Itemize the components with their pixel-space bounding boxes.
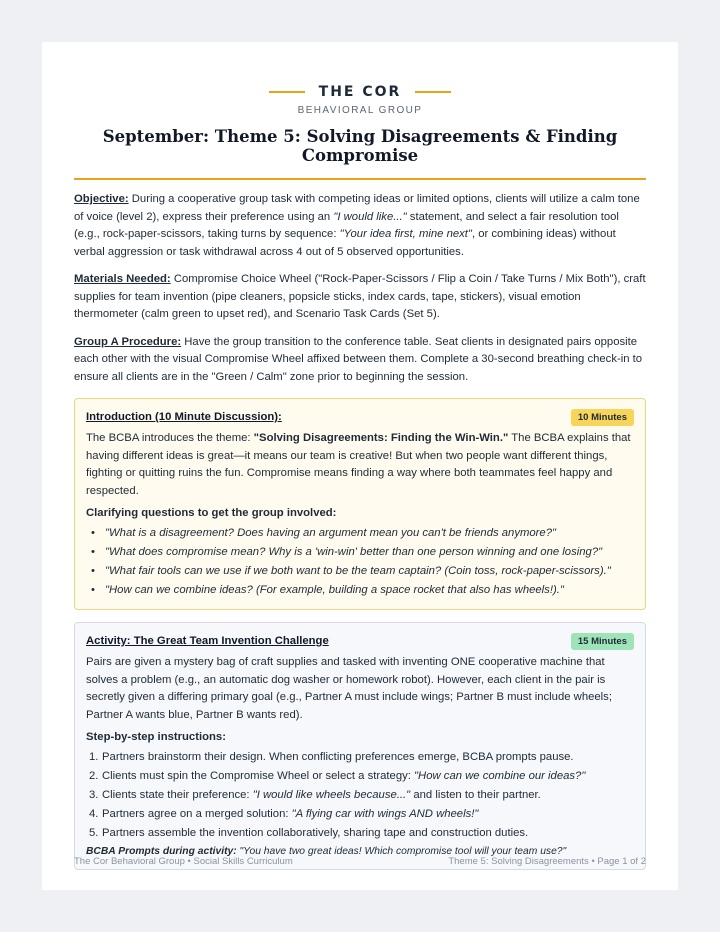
introduction-title: Introduction (10 Minute Discussion): (86, 411, 282, 423)
prompt-label: BCBA Prompts during activity: (86, 846, 237, 857)
list-item: • "What does compromise mean? Why is a 'win-win' better than one person winning and one losing?" (86, 543, 634, 562)
list-item (86, 786, 634, 805)
questions-list (86, 524, 634, 600)
duration-badge: 10 Minutes (571, 409, 634, 426)
document-title: September: Theme 5: Solving Disagreements & Finding Compromise (102, 127, 618, 165)
intro-text-1: The BCBA introduces the theme: (86, 432, 254, 444)
intro-text-2: The BCBA explains that having different ideas is great—it means our team is creative! But when two people want different things, fighting or quitting ruins the fun. Compromise means finding a way where both teammates feel happy and respected. (86, 432, 631, 497)
procedure-paragraph (74, 334, 646, 387)
brand-name: THE COR (318, 84, 402, 100)
introduction-text (86, 430, 634, 500)
objective-text-2: statement, and select a fair resolution tool (e.g., rock-paper-scissors, taking turns by sequence: (74, 210, 619, 240)
list-item: • "What fair tools can we use if we both want to be the team captain? (Coin toss, rock-paper-scissors)." (86, 562, 634, 581)
step-text: Partners brainstorm their design. When conflicting preferences emerge, BCBA prompts pause. (102, 751, 574, 763)
duration-badge: 15 Minutes (571, 633, 634, 650)
brand-rule-right (415, 91, 451, 93)
questions-heading: Clarifying questions to get the group involved: (86, 507, 337, 519)
step-text-after: and listen to their partner. (410, 789, 541, 801)
step-number: 2. (89, 770, 99, 782)
list-item: • "How can we combine ideas? (For example, building a space rocket that also has wheels!)." (86, 581, 634, 600)
objective-label: Objective: (74, 193, 129, 205)
step-number: 1. (89, 751, 99, 763)
materials-label: Materials Needed: (74, 273, 171, 285)
page-content (74, 82, 646, 870)
activity-header (86, 632, 634, 650)
step-quote: "A flying car with wings AND wheels!" (291, 808, 479, 820)
procedure-label: Group A Procedure: (74, 335, 182, 348)
prompt-text: "You have two great ideas! Which compromise tool will your team use?" (236, 846, 567, 857)
materials-paragraph (74, 271, 646, 324)
list-item (86, 824, 634, 843)
intro-theme-name: "Solving Disagreements: Finding the Win-Win." (253, 432, 509, 444)
footer-left: The Cor Behavioral Group • Social Skills Curriculum (74, 856, 293, 867)
materials-text: Compromise Choice Wheel ("Rock-Paper-Scissors / Flip a Coin / Take Turns / Mix Both"), craft supplies for team invention (pipe cleaners, popsicle sticks, index cards, tape, stickers), visual emotion thermometer (calm green to upset red), and Scenario Task Cards (Set 5). (74, 273, 646, 320)
list-item (86, 748, 634, 767)
list-item: • "What is a disagreement? Does having an argument mean you can't be friends anymore?" (86, 524, 634, 543)
title-divider (74, 178, 646, 180)
step-quote: "How can we combine our ideas?" (414, 770, 586, 782)
page-footer (74, 856, 646, 867)
step-number: 5. (89, 827, 99, 839)
procedure-text: Have the group transition to the conference table. Seat clients in designated pairs opposite each other with the visual Compromise Wheel affixed between them. Complete a 30-second breathing check-in to ensure all clients are in the "Green / Calm" zone prior to beginning the session. (74, 335, 643, 383)
objective-italic-1: "I would like..." (333, 210, 407, 223)
footer-right: Theme 5: Solving Disagreements • Page 1 of 2 (448, 856, 646, 867)
objective-paragraph (74, 191, 646, 261)
step-text: Clients must spin the Compromise Wheel or select a strategy: (102, 770, 415, 782)
brand-rule-left (269, 91, 305, 93)
list-item (86, 767, 634, 786)
activity-text: Pairs are given a mystery bag of craft supplies and tasked with inventing ONE cooperative machine that solves a problem (e.g., an automatic dog washer or homework robot). However, each client in the pair is secretly given a differing primary goal (e.g., Partner A must include wings; Partner B must include wheels; Partner A wants blue, Partner B wants red). (86, 656, 612, 721)
step-text: Partners agree on a merged solution: (102, 808, 292, 820)
brand-subtitle: BEHAVIORAL GROUP (297, 105, 423, 116)
list-item (86, 805, 634, 824)
step-number: 3. (89, 789, 99, 801)
document-page (42, 42, 678, 890)
steps-heading: Step-by-step instructions: (86, 731, 226, 743)
introduction-header (86, 408, 634, 426)
activity-title: Activity: The Great Team Invention Challenge (86, 635, 329, 647)
objective-text-3: , or combining ideas) without verbal aggression or task withdrawal across 4 out of 5 observed opportunities. (74, 228, 616, 258)
activity-card (74, 622, 646, 870)
objective-italic-2: "Your idea first, mine next" (339, 228, 472, 240)
step-text: Clients state their preference: (102, 789, 253, 801)
introduction-card (74, 398, 646, 610)
step-quote: "I would like wheels because..." (252, 789, 411, 801)
objective-text-1: During a cooperative group task with competing ideas or limited options, clients will utilize a calm tone of voice (level 2), express their preference using an (74, 193, 640, 223)
step-number: 4. (89, 808, 99, 820)
step-text: Partners assemble the invention collaboratively, sharing tape and construction duties. (102, 827, 529, 839)
brand-header (74, 82, 646, 102)
steps-list (86, 748, 634, 843)
